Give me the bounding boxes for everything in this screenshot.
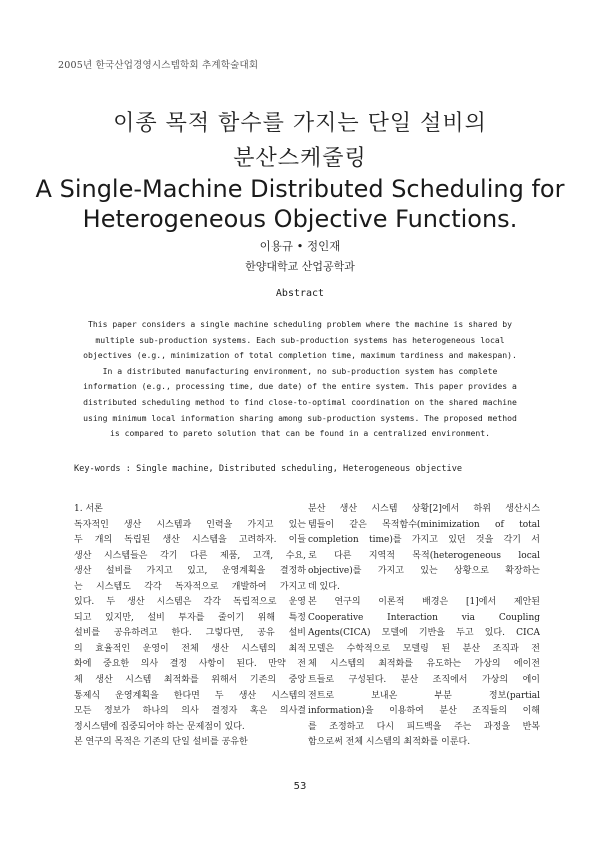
body-line: 본 연구의 이론적 배경은 [1]에서 제안된: [308, 597, 540, 608]
body-line: 의 효율적인 운영이 전체 생산 시스템의 최적: [74, 643, 306, 654]
body-line: 통제식 운영계획을 한다면 두 생산 시스템의: [74, 690, 306, 701]
abstract-line: objectives (e.g., minimization of total completion time, maximum tardiness and makespan).: [83, 350, 517, 361]
body-line: 설비를 공유하려고 한다. 그렇다면, 공유 설비: [74, 628, 306, 639]
body-line: 템들이 같은 목적함수(minimization of total: [308, 519, 540, 530]
abstract-line: multiple sub-production systems. Each sub-production systems has heterogeneous local: [95, 334, 505, 345]
body-line: 데 있다.: [308, 581, 340, 592]
body-line: 있다. 두 생산 시스템은 각각 독립적으로 운영: [74, 597, 306, 608]
abstract-body: [70, 317, 530, 442]
body-line: 독자적인 생산 시스템과 인력을 가지고 있는: [74, 519, 306, 530]
body-line: 전트로 보내온 부분 정보(partial: [308, 690, 540, 701]
authors: 이용규 • 정인재: [259, 239, 341, 253]
page-number: 53: [293, 781, 307, 792]
korean-title-line-2: 분산스케줄링: [233, 146, 367, 171]
body-line: Cooperative Interaction via Coupling: [308, 612, 540, 623]
abstract-line: distributed scheduling method to find close-to-optimal coordination on the shared machine: [83, 396, 517, 407]
body-line: objective)를 가지고 있는 상황으로 확장하는: [308, 566, 540, 577]
body-line: 체 생산 시스템 최적화를 위해서 기존의 중앙: [74, 675, 306, 686]
left-column: [74, 502, 306, 751]
body-line: 본 연구의 목적은 기존의 단일 설비를 공유한: [74, 737, 248, 748]
abstract-line: In a distributed manufacturing environment, no sub-production system has complete: [102, 365, 498, 376]
body-line: 로 다른 지역적 목적(heterogeneous local: [308, 550, 540, 561]
english-title-line-1: A Single-Machine Distributed Scheduling for: [35, 175, 565, 203]
body-line: 트들로 구성된다. 분산 조직에서 가상의 에이: [308, 675, 540, 686]
affiliation: 한양대학교 산업공학과: [245, 260, 355, 273]
body-line: 체 시스템의 최적화를 유도하는 가상의 에이전: [308, 659, 540, 670]
body-line: 되고 있지만, 설비 투자를 줄이기 위해 특정: [74, 612, 306, 623]
body-line: 생산 설비를 가지고 있고, 운영계획을 결정하: [74, 566, 306, 577]
abstract-line: This paper considers a single machine scheduling problem where the machine is shared by: [88, 319, 512, 329]
body-line: 두 개의 독립된 생산 시스템을 고려하자. 이들: [74, 535, 306, 546]
abstract-line: information (e.g., processing time, due date) of the entire system. This paper provides a: [83, 381, 517, 392]
body-line: information)을 이용하여 분산 조직들의 이해: [308, 706, 540, 717]
korean-title-line-1: 이종 목적 함수를 가지는 단일 설비의: [113, 111, 487, 136]
body-line: 생산 시스템들은 각기 다른 제품, 고객, 수요,: [74, 550, 306, 561]
abstract-line: using minimum local information sharing among sub-production systems. The proposed method: [83, 412, 517, 423]
section-heading-introduction: 1. 서론: [74, 504, 103, 514]
keywords: Key-words : Single machine, Distributed scheduling, Heterogeneous objective: [74, 464, 463, 474]
abstract-heading: Abstract: [275, 288, 325, 299]
right-column: [308, 502, 540, 751]
running-header: 2005년 한국산업경영시스템학회 추계학술대회: [58, 60, 259, 71]
body-line: 함으로써 전체 시스템의 최적화를 이룬다.: [308, 737, 471, 748]
body-line: 분산 생산 시스템 상황[2]에서 하위 생산시스: [308, 504, 540, 514]
body-line: 는 시스템도 각각 독자적으로 개발하여 가지고: [74, 581, 306, 592]
body-line: completion time)를 가지고 있던 것을 각기 서: [308, 535, 540, 546]
body-line: 모든 정보가 하나의 의사 결정자 혹은 의사결: [74, 706, 306, 717]
english-title-line-2: Heterogeneous Objective Functions.: [82, 205, 518, 233]
body-line: 화에 중요한 의사 결정 사항이 된다. 만약 전: [74, 659, 306, 670]
body-line: 정시스템에 집중되어야 하는 문제점이 있다.: [74, 721, 245, 732]
body-line: Agents(CICA) 모델에 기반을 두고 있다. CICA: [308, 628, 540, 639]
abstract-line: is compared to pareto solution that can be found in a centralized environment.: [109, 428, 491, 439]
body-line: 모델은 수학적으로 모델링 된 분산 조직과 전: [308, 643, 540, 654]
body-line: 를 조정하고 다시 피드백을 주는 과정을 반복: [308, 721, 540, 732]
